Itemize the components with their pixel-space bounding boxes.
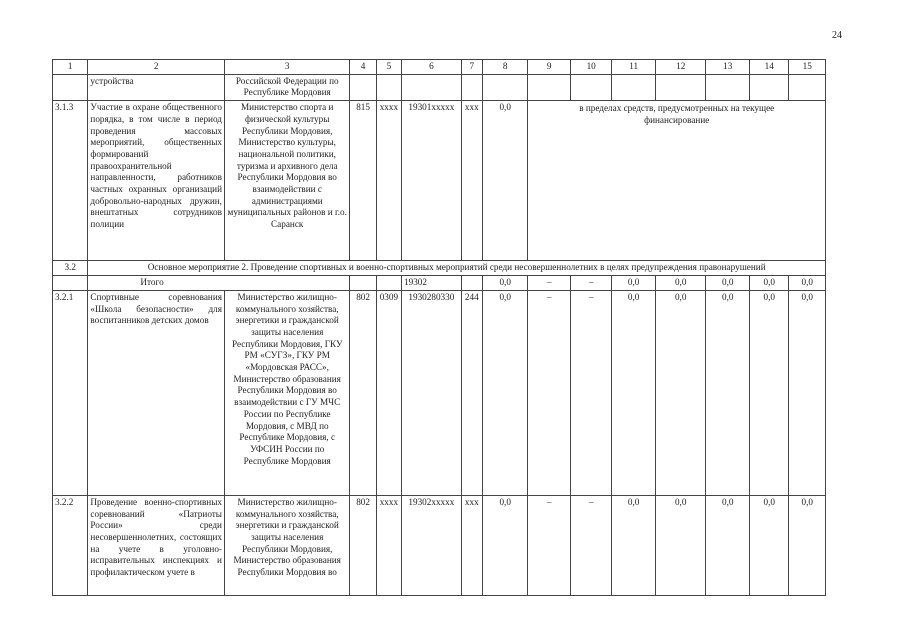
header-cell: 14: [749, 60, 788, 75]
cell-num: 3.1.3: [53, 101, 88, 261]
cell-csr: 1930280330: [402, 290, 462, 495]
cell-executor: Российской Федерации по Республике Мордовия: [224, 74, 349, 100]
cell-executor: Министерство жилищно-коммунального хозяйства, энергетики и гражданской защиты населения Республики Мордовия, ГКУ РМ «СУГЗ», ГКУ РМ «Мордовская РАСС», Министерство образования Республики Мордовия во взаимодействии с ГУ МЧС России по Республике Мордовия, с МВД по Республике Мордовия, с УФСИН России по Республике Мордовия: [224, 290, 349, 495]
table-row-3-2-1: [53, 290, 826, 495]
header-cell: 3: [224, 60, 349, 75]
header-cell: 9: [528, 60, 570, 75]
table-row-3-2-2: [53, 495, 826, 595]
cell-value: 0,0: [612, 495, 656, 595]
cell-rzpr: хххх: [376, 495, 401, 595]
cell-value: 0,0: [612, 290, 656, 495]
cell-rzpr: хххх: [376, 101, 401, 261]
cell-csr: 19302ххххх: [402, 495, 462, 595]
header-row: [53, 60, 826, 75]
cell-value: –: [528, 290, 570, 495]
header-cell: 6: [402, 60, 462, 75]
cell-value: 0,0: [655, 495, 706, 595]
cell-num: 3.2.1: [53, 290, 88, 495]
table-row-3-2: [53, 261, 826, 276]
cell-empty: [749, 74, 788, 100]
cell-value: 0,0: [706, 276, 750, 291]
header-cell: 8: [482, 60, 528, 75]
cell-num: [53, 74, 88, 100]
cell-value: 0,0: [789, 495, 826, 595]
cell-description: Участие в охране общественного порядка, в том числе в период проведения массовых мероприятий, общественных формирований правоохранительной направленности, работников частных охранных организаций добровольно-народных дружин, внештатных сотрудников полиции: [88, 101, 225, 261]
cell-main-activity: Основное мероприятие 2. Проведение спортивных и военно-спортивных мероприятий среди несовершеннолетних в целях предупреждения правонарушений: [88, 261, 826, 276]
cell-value: 0,0: [789, 276, 826, 291]
cell-value: 0,0: [655, 290, 706, 495]
cell-value: 0,0: [655, 276, 706, 291]
cell-vr: ххх: [461, 101, 482, 261]
cell-executor: Министерство жилищно-коммунального хозяйства, энергетики и гражданской защиты населения Республики Мордовия, Министерство образования Республики Мордовия во: [224, 495, 349, 595]
table-row-continuation: [53, 74, 826, 100]
cell-value: 0,0: [482, 495, 528, 595]
cell-vr: 244: [461, 290, 482, 495]
cell-empty: [706, 74, 750, 100]
header-cell: 4: [350, 60, 376, 75]
cell-value: 0,0: [749, 495, 788, 595]
cell-empty: [528, 74, 570, 100]
cell-empty: [53, 276, 88, 291]
header-cell: 12: [655, 60, 706, 75]
cell-csr: 19302: [402, 276, 462, 291]
cell-empty: [482, 74, 528, 100]
cell-empty: [789, 74, 826, 100]
cell-value: –: [528, 276, 570, 291]
header-cell: 11: [612, 60, 656, 75]
cell-empty: [350, 276, 376, 291]
cell-value: 0,0: [482, 101, 528, 261]
cell-description: Спортивные соревнования «Школа безопасности» для воспитанников детских домов: [88, 290, 225, 495]
cell-empty: [402, 74, 462, 100]
cell-rzpr: 0309: [376, 290, 401, 495]
header-cell: 7: [461, 60, 482, 75]
cell-empty: [612, 74, 656, 100]
cell-empty: [461, 276, 482, 291]
cell-empty: [376, 276, 401, 291]
cell-value: 0,0: [706, 290, 750, 495]
page-number: 24: [832, 30, 842, 41]
cell-value: –: [570, 495, 611, 595]
table-row-3-1-3: [53, 101, 826, 261]
cell-value: 0,0: [612, 276, 656, 291]
header-cell: 5: [376, 60, 401, 75]
cell-value: –: [528, 495, 570, 595]
header-cell: 1: [53, 60, 88, 75]
cell-total-label: Итого: [88, 276, 350, 291]
cell-value: –: [570, 276, 611, 291]
cell-grbs: 815: [350, 101, 376, 261]
header-cell: 15: [789, 60, 826, 75]
cell-value: 0,0: [789, 290, 826, 495]
cell-empty: [376, 74, 401, 100]
cell-value: 0,0: [482, 290, 528, 495]
cell-num: 3.2.2: [53, 495, 88, 595]
table-row-total: [53, 276, 826, 291]
cell-empty: [655, 74, 706, 100]
header-cell: 2: [88, 60, 225, 75]
program-table: [52, 59, 826, 596]
cell-num: 3.2: [53, 261, 88, 276]
cell-vr: ххх: [461, 495, 482, 595]
cell-grbs: 802: [350, 495, 376, 595]
cell-empty: [461, 74, 482, 100]
cell-financing-note: в пределах средств, предусмотренных на текущее финансирование: [528, 101, 826, 261]
cell-value: 0,0: [482, 276, 528, 291]
cell-value: 0,0: [749, 276, 788, 291]
cell-value: –: [570, 290, 611, 495]
cell-grbs: 802: [350, 290, 376, 495]
cell-value: 0,0: [706, 495, 750, 595]
header-cell: 13: [706, 60, 750, 75]
cell-description: устройства: [88, 74, 225, 100]
cell-executor: Министерство спорта и физической культуры Республики Мордовия, Министерство культуры, национальной политики, туризма и архивного дела Республики Мордовия во взаимодействии с администрациями муниципальных районов и г.о. Саранск: [224, 101, 349, 261]
cell-csr: 19301ххххх: [402, 101, 462, 261]
cell-empty: [350, 74, 376, 100]
header-cell: 10: [570, 60, 611, 75]
cell-description: Проведение военно-спортивных соревнований «Патриоты России» среди несовершеннолетних, состоящих на учете в уголовно-исправительных инспекциях и профилактическом учете в: [88, 495, 225, 595]
cell-empty: [570, 74, 611, 100]
cell-value: 0,0: [749, 290, 788, 495]
